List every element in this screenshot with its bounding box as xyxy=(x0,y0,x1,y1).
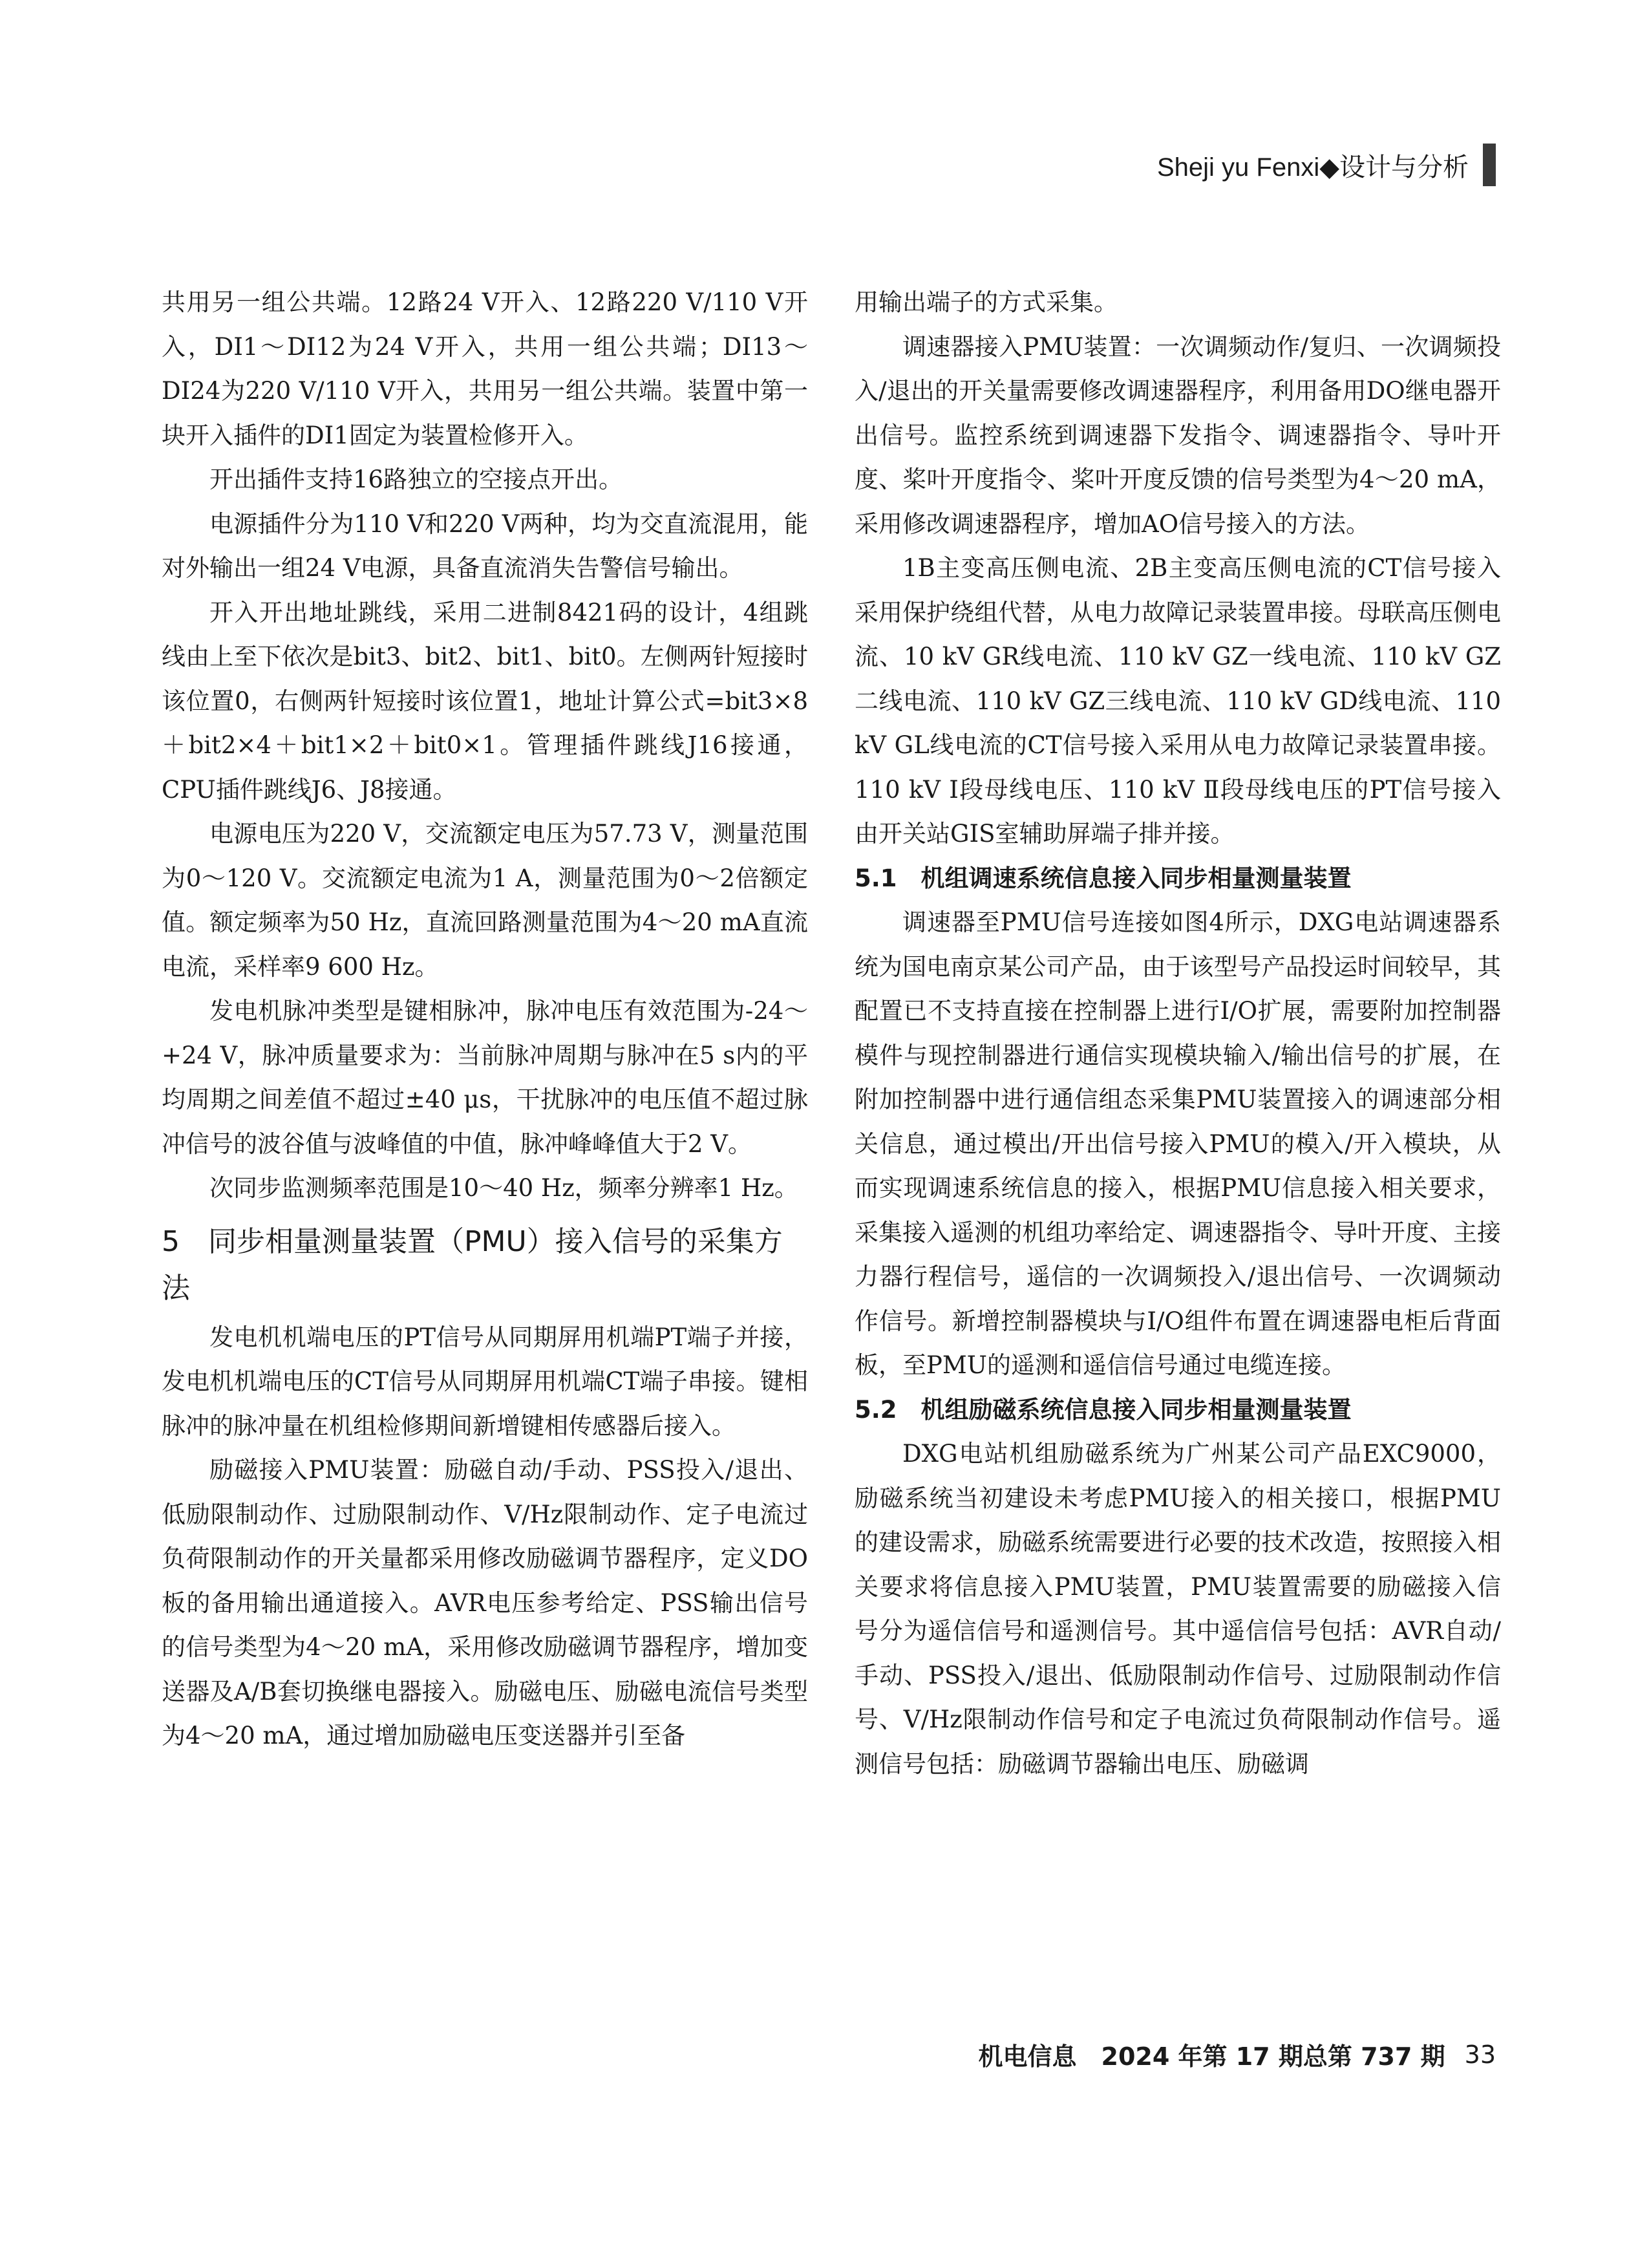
header-bar-decoration xyxy=(1483,144,1496,186)
paragraph: 发电机机端电压的PT信号从同期屏用机端PT端子并接，发电机机端电压的CT信号从同期屏用机端CT端子串接。键相脉冲的脉冲量在机组检修期间新增键相传感器后接入。 xyxy=(162,1323,808,1440)
running-header xyxy=(1157,144,1496,186)
paragraph: 开出插件支持16路独立的空接点开出。 xyxy=(209,465,623,493)
paragraph: DXG电站机组励磁系统为广州某公司产品EXC9000，励磁系统当初建设未考虑PMU接入的相关接口，根据PMU的建设需求，励磁系统需要进行必要的技术改造，按照接入相关要求将信息接入PMU装置，PMU装置需要的励磁接入信号分为遥信信号和遥测信号。其中遥信信号包括：AVR自动/手动、PSS投入/退出、低励限制动作信号、过励限制动作信号、V/Hz限制动作信号和定子电流过负荷限制动作信号。遥测信号包括：励磁调节器输出电压、励磁调 xyxy=(855,1440,1501,1778)
paragraph: 发电机脉冲类型是键相脉冲，脉冲电压有效范围为-24～+24 V，脉冲质量要求为：当前脉冲周期与脉冲在5 s内的平均周期之间差值不超过±40 μs，干扰脉冲的电压值不超过脉冲信号的波谷值与波峰值的中值，脉冲峰峰值大于2 V。 xyxy=(162,997,808,1158)
section-heading-5-2: 5.2 机组励磁系统信息接入同步相量测量装置 xyxy=(855,1395,1352,1424)
paragraph: 调速器至PMU信号连接如图4所示，DXG电站调速器系统为国电南京某公司产品，由于该型号产品投运时间较早，其配置已不支持直接在控制器上进行I/O扩展，需要附加控制器模件与现控制器进行通信实现模块输入/输出信号的扩展，在附加控制器中进行通信组态采集PMU装置接入的调速部分相关信息，通过模出/开出信号接入PMU的模入/开入模块，从而实现调速系统信息的接入，根据PMU信息接入相关要求，采集接入遥测的机组功率给定、调速器指令、导叶开度、主接力器行程信号，遥信的一次调频投入/退出信号、一次调频动作信号。新增控制器模块与I/O组件布置在调速器电柜后背面板，至PMU的遥测和遥信信号通过电缆连接。 xyxy=(855,908,1501,1379)
page-number: 33 xyxy=(1464,2040,1496,2069)
paragraph: 次同步监测频率范围是10～40 Hz，频率分辨率1 Hz。 xyxy=(209,1174,798,1202)
section-heading-5: 5 同步相量测量装置（PMU）接入信号的采集方法 xyxy=(162,1225,783,1305)
section-heading-5-1: 5.1 机组调速系统信息接入同步相量测量装置 xyxy=(855,864,1352,892)
running-head-text: Sheji yu Fenxi◆设计与分析 xyxy=(1157,153,1469,182)
paragraph: 电源插件分为110 V和220 V两种，均为交直流混用，能对外输出一组24 V电源，具备直流消失告警信号输出。 xyxy=(162,509,808,582)
paragraph: 共用另一组公共端。12路24 V开入、12路220 V/110 V开入，DI1～DI12为24 V开入，共用一组公共端；DI13～DI24为220 V/110 V开入，共用另一组公共端。装置中第一块开入插件的DI1固定为装置检修开入。 xyxy=(162,288,808,449)
paragraph: 调速器接入PMU装置：一次调频动作/复归、一次调频投入/退出的开关量需要修改调速器程序，利用备用DO继电器开出信号。监控系统到调速器下发指令、调速器指令、导叶开度、桨叶开度指令、桨叶开度反馈的信号类型为4～20 mA，采用修改调速器程序，增加AO信号接入的方法。 xyxy=(855,332,1501,538)
journal-info: 机电信息 2024 年第 17 期总第 737 期 xyxy=(978,2042,1445,2071)
page-footer xyxy=(979,2037,1496,2072)
right-column xyxy=(855,281,1501,1786)
paragraph: 励磁接入PMU装置：励磁自动/手动、PSS投入/退出、低励限制动作、过励限制动作、V/Hz限制动作、定子电流过负荷限制动作的开关量都采用修改励磁调节器程序，定义DO板的备用输出通道接入。AVR电压参考给定、PSS输出信号的信号类型为4～20 mA，采用修改励磁调节器程序，增加变送器及A/B套切换继电器接入。励磁电压、励磁电流信号类型为4～20 mA，通过增加励磁电压变送器并引至备 xyxy=(162,1456,808,1749)
paragraph: 开入开出地址跳线，采用二进制8421码的设计，4组跳线由上至下依次是bit3、bit2、bit1、bit0。左侧两针短接时该位置0，右侧两针短接时该位置1，地址计算公式=bit3×8＋bit2×4＋bit1×2＋bit0×1。管理插件跳线J16接通，CPU插件跳线J6、J8接通。 xyxy=(162,598,808,804)
paragraph: 用输出端子的方式采集。 xyxy=(855,288,1118,316)
paragraph: 电源电压为220 V，交流额定电压为57.73 V，测量范围为0～120 V。交流额定电流为1 A，测量范围为0～2倍额定值。额定频率为50 Hz，直流回路测量范围为4～20 mA直流电流，采样率9 600 Hz。 xyxy=(162,820,808,981)
left-column xyxy=(162,281,808,1759)
paragraph: 1B主变高压侧电流、2B主变高压侧电流的CT信号接入采用保护绕组代替，从电力故障记录装置串接。母联高压侧电流、10 kV GR线电流、110 kV GZ一线电流、110 kV GZ二线电流、110 kV GZ三线电流、110 kV GD线电流、110 kV GL线电流的CT信号接入采用从电力故障记录装置串接。110 kV Ⅰ段母线电压、110 kV Ⅱ段母线电压的PT信号接入由开关站GIS室辅助屏端子排并接。 xyxy=(855,554,1501,848)
